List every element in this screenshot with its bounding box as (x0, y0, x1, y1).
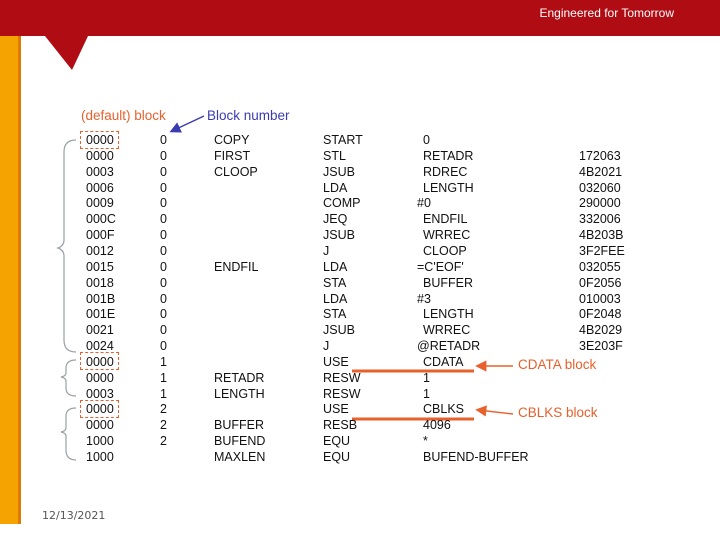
block-0-brace (58, 140, 76, 352)
location-cell: 0009 (86, 196, 114, 211)
location-cell: 0006 (86, 180, 114, 195)
block-number-cell: 1 (160, 386, 167, 401)
operand-cell: =C'EOF' (417, 259, 464, 274)
block-number-cell: 0 (160, 212, 167, 227)
object-code-cell: 3F2FEE (579, 243, 625, 258)
location-cell: 0000 (86, 133, 114, 147)
operand-cell: #0 (417, 196, 431, 211)
location-cell: 0000 (86, 354, 114, 369)
opcode-cell: JEQ (323, 212, 348, 227)
location-cell: 1000 (86, 450, 114, 464)
object-code-cell: 4B2029 (579, 323, 623, 338)
slide-date: 12/13/2021 (42, 509, 106, 522)
object-code-cell: 032055 (579, 259, 621, 274)
block-number-cell: 0 (160, 307, 167, 322)
opcode-cell: STL (323, 148, 346, 163)
cdata-block-label: CDATA block (518, 357, 597, 372)
object-code-cell: 032060 (579, 180, 621, 195)
block-number-cell: 0 (160, 259, 167, 274)
opcode-cell: STA (323, 307, 347, 322)
block-number-cell: 2 (160, 434, 167, 449)
opcode-cell: LDA (323, 291, 348, 306)
location-cell: 0000 (86, 402, 114, 417)
operand-cell: BUFFER (423, 275, 473, 290)
location-cell: 0000 (86, 148, 114, 163)
opcode-cell: LDA (323, 180, 348, 195)
object-code-cell: 010003 (579, 291, 621, 306)
block-number-cell: 0 (160, 323, 167, 338)
object-code-cell: 4B2021 (579, 164, 623, 179)
location-cell: 0024 (86, 339, 114, 353)
cblks-block-label: CBLKS block (518, 405, 598, 420)
opcode-cell: RESW (323, 370, 361, 385)
opcode-cell: USE (323, 402, 349, 417)
location-cell: 0003 (86, 164, 114, 179)
cblks-arrow (478, 410, 513, 414)
label-cell: COPY (214, 133, 250, 147)
operand-cell: @RETADR (417, 339, 481, 353)
block-number-cell: 2 (160, 418, 167, 433)
label-cell: BUFEND (214, 434, 266, 449)
location-cell: 000F (86, 228, 115, 243)
label-cell: CLOOP (214, 164, 258, 179)
operand-cell: LENGTH (423, 180, 474, 195)
label-cell: LENGTH (214, 386, 265, 401)
opcode-cell: J (323, 339, 330, 353)
tagline: Engineered for Tomorrow (539, 6, 674, 20)
block-number-cell: 1 (160, 354, 167, 369)
operand-cell: CBLKS (423, 402, 464, 417)
label-cell: ENDFIL (214, 259, 259, 274)
opcode-cell: STA (323, 275, 347, 290)
object-code-cell: 4B203B (579, 228, 624, 243)
block-number-cell: 0 (160, 275, 167, 290)
block-number-arrow (172, 116, 204, 131)
opcode-cell: RESW (323, 386, 361, 401)
location-cell: 0021 (86, 323, 114, 338)
opcode-cell: START (323, 133, 363, 147)
opcode-cell: JSUB (323, 323, 355, 338)
operand-cell: RETADR (423, 148, 474, 163)
location-cell: 001E (86, 307, 116, 322)
label-cell: MAXLEN (214, 450, 266, 464)
location-cell: 0015 (86, 259, 114, 274)
object-code-cell: 332006 (579, 212, 621, 227)
opcode-cell: USE (323, 354, 349, 369)
operand-cell: RDREC (423, 164, 468, 179)
operand-cell: ENDFIL (423, 212, 468, 227)
operand-cell: WRREC (423, 228, 471, 243)
block-number-cell: 0 (160, 291, 167, 306)
label-cell: BUFFER (214, 418, 264, 433)
block-number-cell: 0 (160, 164, 167, 179)
block-number-cell: 0 (160, 339, 167, 353)
opcode-cell: J (323, 243, 330, 258)
operand-cell: CDATA (423, 354, 464, 369)
opcode-cell: EQU (323, 434, 351, 449)
operand-cell: LENGTH (423, 307, 474, 322)
label-cell: FIRST (214, 148, 251, 163)
block-number-cell: 0 (160, 180, 167, 195)
operand-cell: WRREC (423, 323, 471, 338)
object-code-cell: 0F2048 (579, 307, 622, 322)
block-number-cell: 0 (160, 196, 167, 211)
block-number-cell: 2 (160, 402, 167, 417)
object-code-cell: 290000 (579, 196, 621, 211)
block-number-cell: 0 (160, 243, 167, 258)
operand-cell: CLOOP (423, 243, 467, 258)
object-code-cell: 0F2056 (579, 275, 622, 290)
operand-cell: 1 (423, 386, 430, 401)
location-cell: 1000 (86, 434, 114, 449)
location-cell: 001B (86, 291, 116, 306)
opcode-cell: LDA (323, 259, 348, 274)
operand-cell: * (423, 434, 428, 449)
block-number-cell: 0 (160, 148, 167, 163)
location-cell: 0000 (86, 418, 114, 433)
opcode-cell: COMP (323, 196, 361, 211)
location-cell: 000C (86, 212, 116, 227)
operand-cell: BUFEND-BUFFER (423, 450, 529, 464)
opcode-cell: RESB (323, 418, 358, 433)
default-block-label: (default) block (81, 108, 166, 123)
location-cell: 0000 (86, 370, 114, 385)
location-cell: 0018 (86, 275, 114, 290)
block-number-cell: 0 (160, 133, 167, 147)
location-cell: 0012 (86, 243, 114, 258)
object-code-cell: 172063 (579, 148, 621, 163)
opcode-cell: EQU (323, 450, 351, 464)
opcode-cell: JSUB (323, 164, 355, 179)
block-2-brace (61, 408, 76, 460)
block-number-cell: 1 (160, 370, 167, 385)
operand-cell: 4096 (423, 418, 451, 433)
opcode-cell: JSUB (323, 228, 355, 243)
location-cell: 0003 (86, 386, 114, 401)
operand-cell: #3 (417, 291, 431, 306)
label-cell: RETADR (214, 370, 265, 385)
operand-cell: 1 (423, 370, 430, 385)
block-number-label: Block number (207, 108, 290, 123)
block-1-brace (61, 360, 76, 396)
object-code-cell: 3E203F (579, 339, 623, 353)
operand-cell: 0 (423, 133, 430, 147)
block-number-cell: 0 (160, 228, 167, 243)
